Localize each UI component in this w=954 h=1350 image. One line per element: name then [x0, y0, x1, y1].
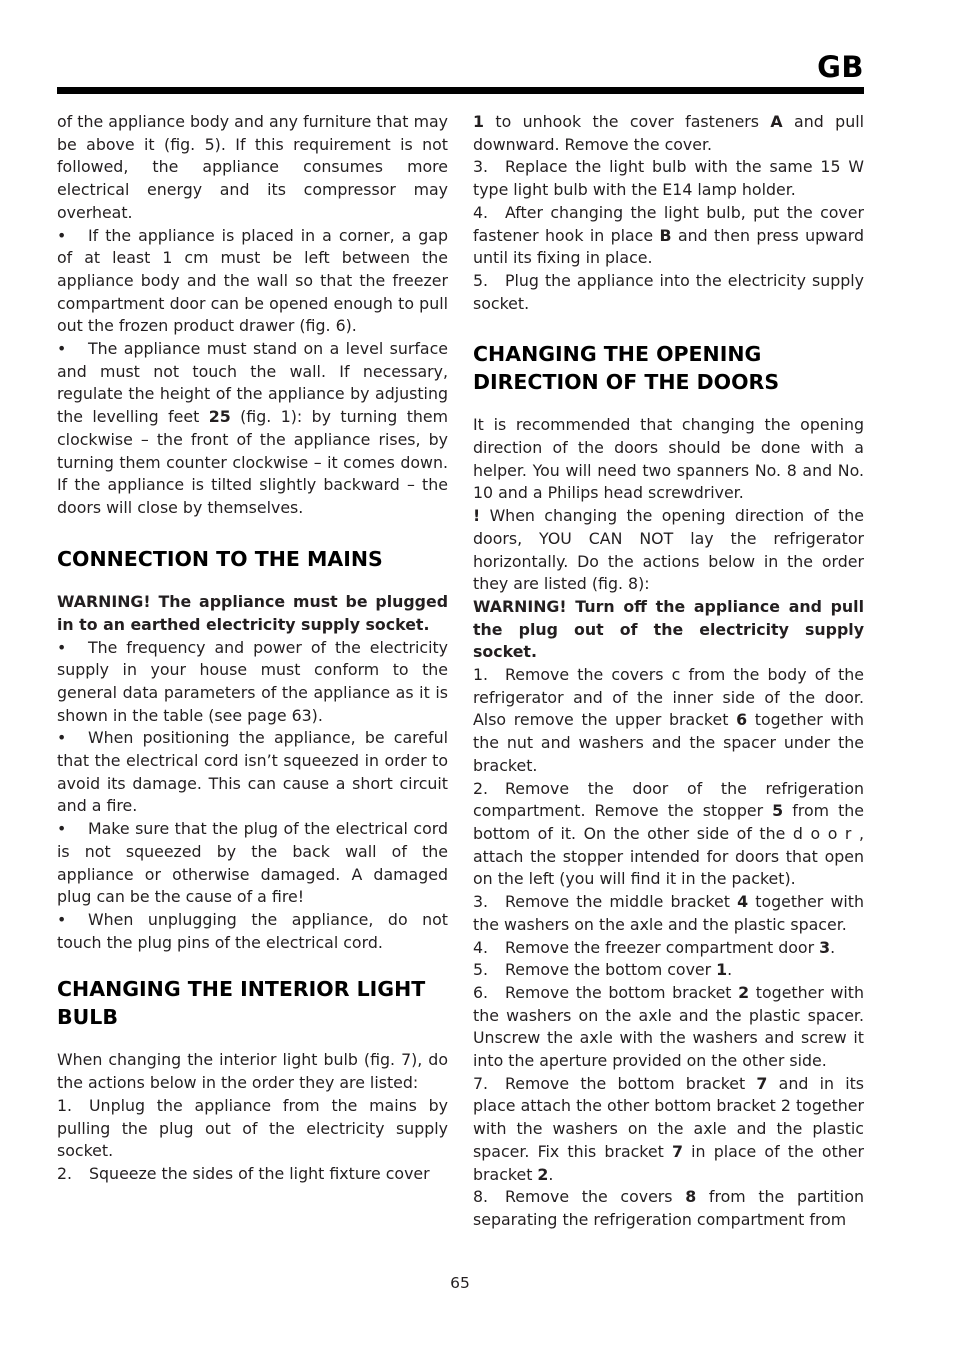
bullet-item	[57, 338, 448, 520]
step-text: Plug the appliance into the electricity supply socket.	[473, 270, 864, 313]
bullet-marker: •	[57, 819, 67, 839]
bullet-text: When unplugging the appliance, do not touch the plug pins of the electrical cord.	[57, 910, 448, 952]
step-number: 1.	[57, 1095, 73, 1115]
step-text: .	[548, 1164, 554, 1184]
caution-paragraph	[473, 505, 864, 596]
step-text: from the bottom of it. On the other side of the d o o r , attach the stopper intended for doors that open on the left (you will find it in the packet).	[473, 801, 864, 889]
step-text: After changing the light bulb, put the cover fastener hook in place	[473, 202, 864, 245]
step-item	[57, 1163, 448, 1186]
step-text: together with the nut and washers and the spacer under the bracket.	[473, 710, 864, 775]
step-text: Remove the door of the refrigeration compartment. Remove the stopper	[473, 778, 864, 821]
bold-ref: 1	[716, 960, 728, 980]
bold-ref: 4	[737, 892, 749, 912]
warning-bold: WARNING! Turn off the appliance and pull the plug out of the electricity supply socket.	[473, 596, 864, 662]
bold-ref: 7	[756, 1073, 768, 1093]
bold-ref: 2	[537, 1164, 549, 1184]
bullet-marker: •	[57, 339, 67, 359]
step-number: 5.	[473, 270, 489, 290]
section-heading-doors: CHANGING THE OPENING DIRECTION OF THE DOORS	[473, 342, 780, 394]
bullet-marker: •	[57, 728, 67, 748]
step-number: 7.	[473, 1073, 489, 1093]
step-item	[473, 982, 864, 1073]
exclamation-mark: !	[473, 506, 481, 526]
section-heading-light-bulb: CHANGING THE INTERIOR LIGHT BULB	[57, 977, 426, 1029]
section-heading-mains: CONNECTION TO THE MAINS	[57, 546, 383, 571]
step-text: Remove the freezer compartment door	[505, 937, 820, 957]
step-text: Replace the light bulb with the same 15 W type light bulb with the E14 lamp holder.	[473, 157, 864, 200]
bullet-marker: •	[57, 637, 67, 657]
bullet-item	[57, 909, 448, 954]
step-text: and in its place attach the other bottom bracket 2 together with the washers on the axle and the plastic spacer. Fix this bracket	[473, 1073, 865, 1161]
bullet-item	[57, 225, 448, 339]
step-text: Remove the bottom bracket	[505, 1073, 757, 1093]
step-number: 3.	[473, 892, 489, 912]
bold-ref: 5	[772, 801, 784, 821]
step-item	[473, 202, 864, 270]
bullet-marker: •	[57, 910, 67, 929]
step-text: Squeeze the sides of the light fixture cover	[89, 1163, 430, 1183]
bold-ref: 8	[685, 1187, 697, 1207]
step-text: and pull downward. Remove the cover.	[473, 112, 864, 154]
paragraph: When changing the interior light bulb (fig. 7), do the actions below in the order they are listed:	[57, 1050, 448, 1093]
right-column	[473, 111, 864, 1232]
step-text: from the partition separating the refrigeration compartment from	[473, 1187, 864, 1229]
step-text: together with the washers on the axle and the plastic spacer.	[473, 892, 864, 934]
bullet-text: The appliance must stand on a level surface and must not touch the wall. If necessary, regulate the height of the appliance by adjusting the levelling feet	[57, 339, 448, 427]
step-number: 8.	[473, 1187, 489, 1207]
bullet-text: Make sure that the plug of the electrical cord is not squeezed by the back wall of the appliance or otherwise damaged. A damaged plug can be the cause of a fire!	[57, 819, 448, 907]
step-text: Remove the bottom bracket	[505, 982, 739, 1002]
step-text: and then press upward until its fixing in place.	[473, 225, 864, 268]
header-rule	[57, 87, 864, 94]
bold-ref: 3	[819, 937, 831, 957]
bullet-text: If the appliance is placed in a corner, a gap of at least 1 cm must be left between the appliance body and the wall so that the freezer compartment door can be opened enough to pull out the frozen product drawer (fig. 6).	[57, 225, 448, 336]
step-number: 1.	[473, 665, 489, 685]
step-text: together with the washers on the axle and the plastic spacer. Unscrew the axle with the washers and screw it into the aperture provided on the other side.	[473, 982, 864, 1071]
step-number: 3.	[473, 157, 489, 177]
bullet-item	[57, 818, 448, 909]
left-column	[57, 111, 448, 1186]
paragraph: It is recommended that changing the opening direction of the doors should be done with a helper. You will need two spanners No. 8 and No. 10 and a Philips head screwdriver.	[473, 415, 864, 503]
bold-ref: A	[770, 112, 783, 131]
bold-ref: B	[659, 225, 672, 245]
step-text: Remove the middle bracket	[505, 892, 738, 912]
step-number: 6.	[473, 982, 489, 1002]
warning-text	[473, 596, 864, 664]
step-text: Remove the covers c from the body of the refrigerator and of the inner side of the door. Also remove the upper bracket	[473, 665, 864, 730]
step-number: 4.	[473, 937, 489, 957]
step-number: 4.	[473, 202, 489, 222]
step-item	[473, 1186, 864, 1231]
language-code: GB	[817, 50, 864, 84]
bold-ref: 2	[738, 982, 750, 1002]
bullet-item	[57, 727, 448, 818]
step-item	[473, 664, 864, 778]
warning-bold: WARNING! The appliance must be plugged in to an earthed electricity supply socket.	[57, 592, 448, 634]
step-number: 2.	[473, 778, 489, 798]
bold-ref: 1	[473, 112, 484, 131]
bullet-text: (fig. 1): by turning them clockwise – the front of the appliance rises, by turning them counter clockwise – it comes down. If the appliance is tilted slightly backward – the doors will close by themselves.	[57, 407, 449, 517]
step-item	[473, 959, 864, 982]
step-text: Remove the bottom cover	[505, 960, 717, 980]
bullet-text: The frequency and power of the electricity supply in your house must conform to the general data parameters of the appliance as it is shown in the table (see page 63).	[57, 637, 448, 725]
bullet-marker: •	[57, 225, 67, 245]
bullet-text: When positioning the appliance, be careful that the electrical cord isn’t squeezed in order to avoid its damage. This can cause a short circuit and a fire.	[57, 728, 448, 816]
paragraph: of the appliance body and any furniture that may be above it (fig. 5). If this requirement is not followed, the appliance consumes more electrical energy and its compressor may overheat.	[57, 112, 448, 222]
step-item	[473, 778, 864, 892]
bold-ref: 6	[736, 710, 748, 730]
step-text: .	[727, 960, 733, 980]
step-number: 2.	[57, 1163, 73, 1183]
step-text: .	[830, 937, 836, 957]
step-item	[473, 156, 864, 201]
step-item	[473, 270, 864, 315]
step-item	[473, 891, 864, 936]
step-number: 5.	[473, 960, 489, 980]
step-text: in place of the other bracket	[473, 1141, 864, 1184]
bullet-item	[57, 637, 448, 728]
caution-text: When changing the opening direction of the doors, YOU CAN NOT lay the refrigerator horizontally. Do the actions below in the order they are listed (fig. 8):	[473, 506, 864, 594]
step-text: to unhook the cover fasteners	[484, 112, 771, 131]
step-item	[473, 937, 864, 960]
bold-ref: 25	[208, 407, 231, 427]
step-continuation	[473, 111, 864, 156]
step-text: Unplug the appliance from the mains by pulling the plug out of the electricity supply socket.	[57, 1095, 448, 1161]
page-number: 65	[450, 1274, 470, 1292]
step-item	[57, 1095, 448, 1163]
step-text: Remove the covers	[505, 1187, 686, 1207]
step-item	[473, 1073, 864, 1187]
bold-ref: 7	[671, 1141, 683, 1161]
warning-text	[57, 591, 448, 636]
